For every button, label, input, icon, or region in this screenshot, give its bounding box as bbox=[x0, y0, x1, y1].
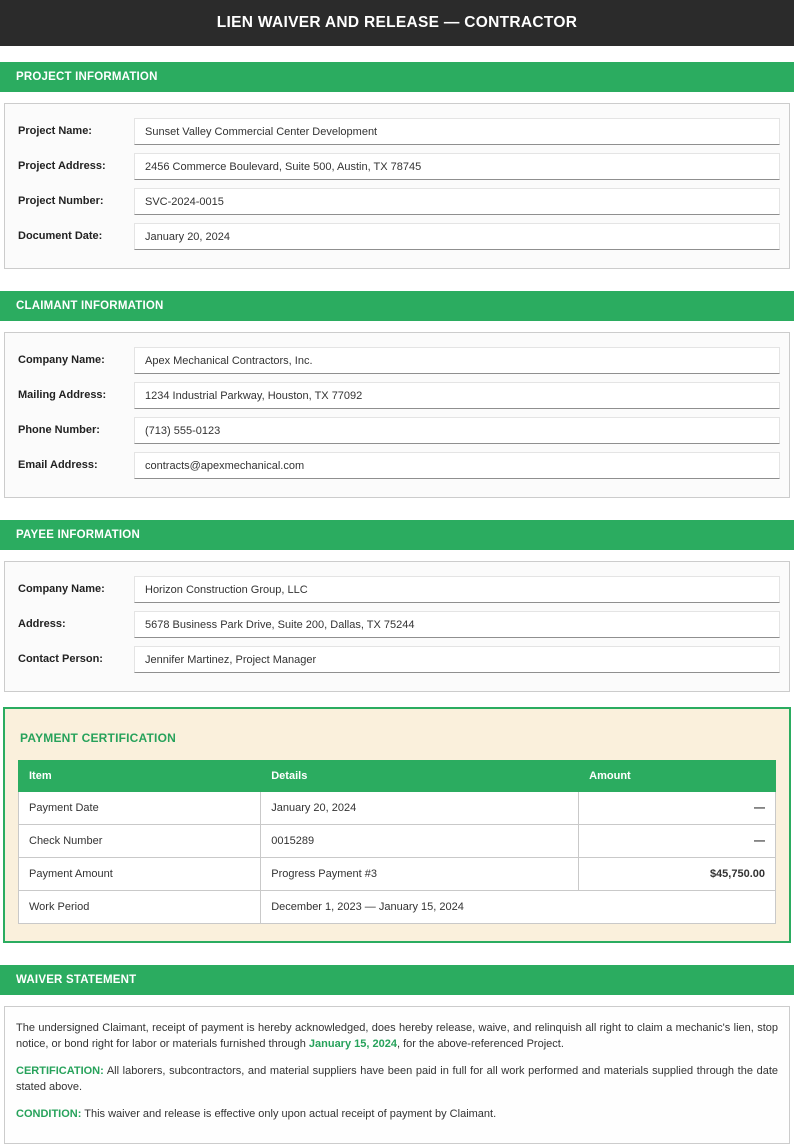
waiver-date-highlight: January 15, 2024 bbox=[308, 1037, 397, 1050]
field-project-number-value: SVC-2024-0015 bbox=[134, 188, 780, 215]
section-heading-waiver bbox=[0, 965, 794, 995]
waiver-text-before: The undersigned Claimant, receipt of payment is hereby acknowledged, does hereby release, waive, and relinquish all right to claim a mechanic's lien, stop notice, or bond right for labor or materials furnished through bbox=[16, 1022, 778, 1050]
field-payee-contact-value: Jennifer Martinez, Project Manager bbox=[134, 646, 780, 673]
field-project-address-value: 2456 Commerce Boulevard, Suite 500, Austin, TX 78745 bbox=[134, 153, 780, 180]
cell-work-period-details: December 1, 2023 — January 15, 2024 bbox=[261, 891, 776, 924]
table-header-item: Item bbox=[19, 761, 261, 792]
field-payee-company-value: Horizon Construction Group, LLC bbox=[134, 576, 780, 603]
table-header-row bbox=[19, 761, 776, 792]
field-claimant-company-value: Apex Mechanical Contractors, Inc. bbox=[134, 347, 780, 374]
field-payee-address bbox=[14, 611, 780, 638]
field-project-name-value: Sunset Valley Commercial Center Development bbox=[134, 118, 780, 145]
cell-payment-amount-amount: $45,750.00 bbox=[579, 858, 776, 891]
field-project-name bbox=[14, 118, 780, 145]
field-claimant-mailing-address bbox=[14, 382, 780, 409]
section-heading-project-label: PROJECT INFORMATION bbox=[16, 71, 158, 83]
document-header bbox=[0, 0, 794, 46]
claimant-info-box bbox=[4, 332, 790, 498]
cell-payment-amount-item: Payment Amount bbox=[19, 858, 261, 891]
field-payee-company-label: Company Name: bbox=[18, 583, 105, 595]
table-row bbox=[19, 891, 776, 924]
field-project-number bbox=[14, 188, 780, 215]
field-claimant-company-label: Company Name: bbox=[18, 354, 105, 366]
field-claimant-phone-value: (713) 555-0123 bbox=[134, 417, 780, 444]
field-project-name-label: Project Name: bbox=[18, 125, 92, 137]
field-payee-company bbox=[14, 576, 780, 603]
section-heading-payee-label: PAYEE INFORMATION bbox=[16, 529, 140, 541]
waiver-paragraph bbox=[16, 1021, 778, 1053]
payee-info-box bbox=[4, 561, 790, 692]
field-claimant-phone bbox=[14, 417, 780, 444]
table-row bbox=[19, 858, 776, 891]
condition-text: This waiver and release is effective only upon actual receipt of payment by Claimant. bbox=[81, 1107, 497, 1120]
cell-check-number-item: Check Number bbox=[19, 825, 261, 858]
field-payee-address-label: Address: bbox=[18, 618, 66, 630]
field-project-address bbox=[14, 153, 780, 180]
condition-paragraph bbox=[16, 1107, 778, 1123]
table-row bbox=[19, 792, 776, 825]
field-document-date bbox=[14, 223, 780, 250]
cell-payment-amount-details: Progress Payment #3 bbox=[261, 858, 579, 891]
table-row bbox=[19, 825, 776, 858]
field-payee-contact-label: Contact Person: bbox=[18, 653, 103, 665]
field-document-date-value: January 20, 2024 bbox=[134, 223, 780, 250]
certification-label: CERTIFICATION: bbox=[16, 1064, 104, 1077]
payment-certification-title: PAYMENT CERTIFICATION bbox=[20, 731, 176, 745]
section-heading-claimant bbox=[0, 291, 794, 321]
field-payee-address-value: 5678 Business Park Drive, Suite 200, Dallas, TX 75244 bbox=[134, 611, 780, 638]
field-claimant-mailing-address-label: Mailing Address: bbox=[18, 389, 107, 401]
field-claimant-mailing-address-value: 1234 Industrial Parkway, Houston, TX 77092 bbox=[134, 382, 780, 409]
field-claimant-email-value: contracts@apexmechanical.com bbox=[134, 452, 780, 479]
section-heading-waiver-label: WAIVER STATEMENT bbox=[16, 974, 137, 986]
field-project-number-label: Project Number: bbox=[18, 195, 104, 207]
cell-work-period-item: Work Period bbox=[19, 891, 261, 924]
table-header-details: Details bbox=[261, 761, 579, 792]
field-claimant-phone-label: Phone Number: bbox=[18, 424, 100, 436]
field-payee-contact bbox=[14, 646, 780, 673]
cell-check-number-amount: — bbox=[579, 825, 776, 858]
document-title: LIEN WAIVER AND RELEASE — CONTRACTOR bbox=[216, 14, 578, 31]
section-heading-claimant-label: CLAIMANT INFORMATION bbox=[16, 300, 164, 312]
section-heading-payee bbox=[0, 520, 794, 550]
cell-payment-date-item: Payment Date bbox=[19, 792, 261, 825]
table-header-amount: Amount bbox=[579, 761, 776, 792]
waiver-statement-box bbox=[4, 1006, 790, 1144]
field-project-address-label: Project Address: bbox=[18, 160, 106, 172]
field-claimant-company bbox=[14, 347, 780, 374]
cell-payment-date-details: January 20, 2024 bbox=[261, 792, 579, 825]
project-info-box bbox=[4, 103, 790, 269]
field-claimant-email bbox=[14, 452, 780, 479]
condition-label: CONDITION: bbox=[16, 1107, 82, 1120]
waiver-text-after: , for the above-referenced Project. bbox=[396, 1037, 564, 1050]
certification-paragraph bbox=[16, 1064, 778, 1096]
field-claimant-email-label: Email Address: bbox=[18, 459, 98, 471]
section-heading-project bbox=[0, 62, 794, 92]
payment-certification-box bbox=[3, 707, 791, 943]
cell-check-number-details: 0015289 bbox=[261, 825, 579, 858]
field-document-date-label: Document Date: bbox=[18, 230, 103, 242]
payment-certification-table bbox=[18, 760, 776, 924]
certification-text: All laborers, subcontractors, and material suppliers have been paid in full for all work performed and materials supplied through the date stated above. bbox=[16, 1064, 778, 1093]
cell-payment-date-amount: — bbox=[579, 792, 776, 825]
